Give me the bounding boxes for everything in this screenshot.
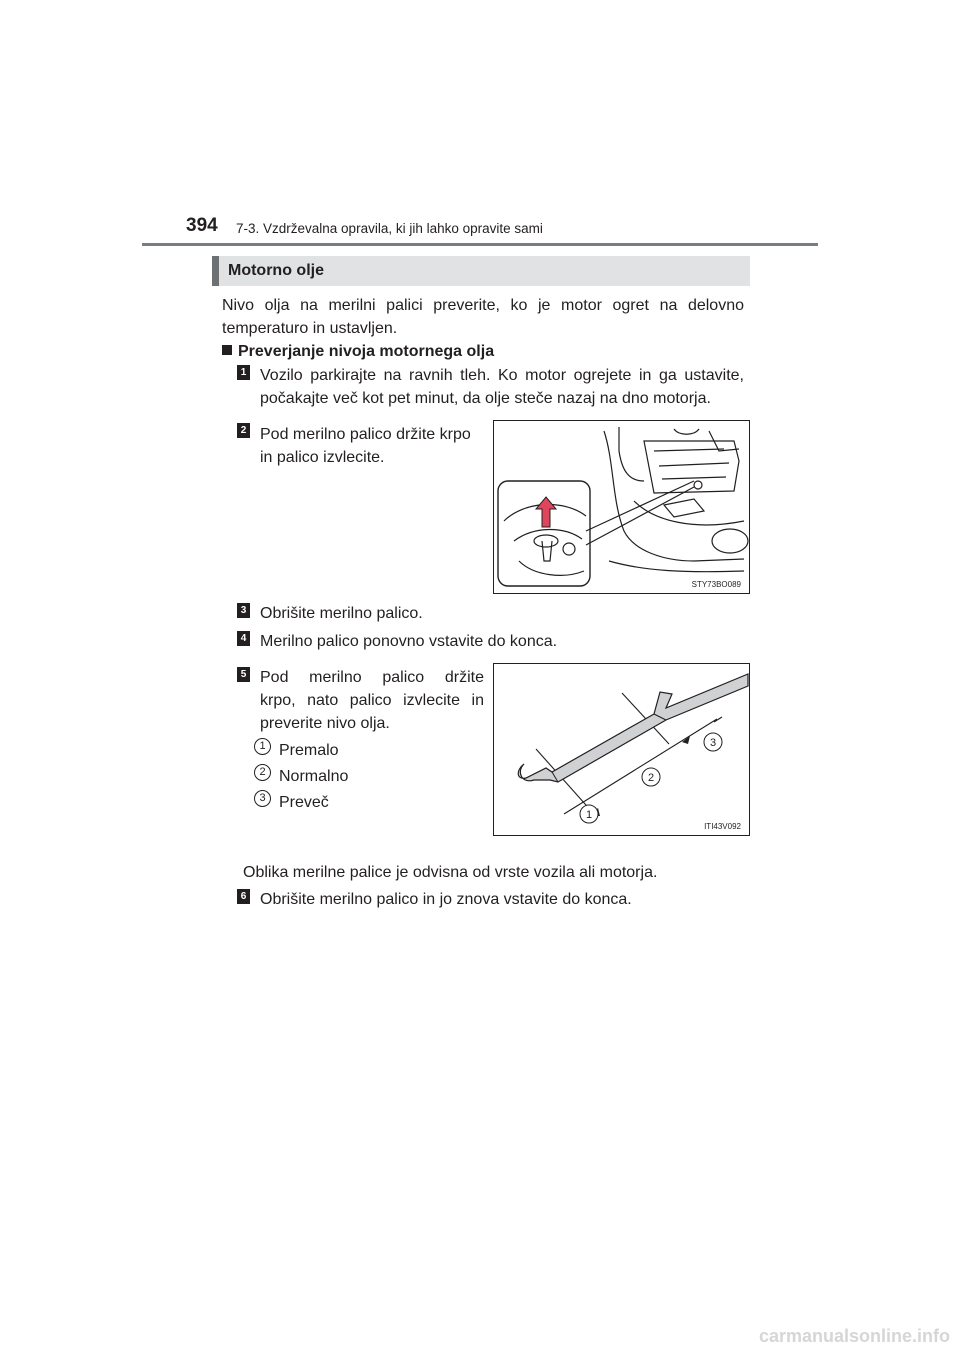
level-number-1: 1 xyxy=(254,738,271,755)
step-number-2: 2 xyxy=(237,423,250,438)
engine-dipstick-figure xyxy=(493,420,750,594)
step-number-5: 5 xyxy=(237,667,250,682)
step-2-line-2: in palico izvlecite. xyxy=(260,449,385,466)
figure-code: STY73BO089 xyxy=(691,580,741,589)
subsection-heading xyxy=(222,340,494,363)
dipstick-illustration xyxy=(494,664,751,837)
step-5-line-2: krpo, nato palico izvlecite in xyxy=(260,692,484,709)
dipstick-figure xyxy=(493,663,750,836)
subsection-title: Preverjanje nivoja motornega olja xyxy=(238,343,495,360)
step-number-1: 1 xyxy=(237,365,250,380)
level-label-2: Normalno xyxy=(279,768,349,785)
note-text: Oblika merilne palice je odvisna od vrste vozila ali motorja. xyxy=(243,864,658,881)
callout-3: 3 xyxy=(709,737,717,749)
page-number: 394 xyxy=(186,215,218,236)
callout-1: 1 xyxy=(585,809,593,821)
figure-code: ITI43V092 xyxy=(704,822,741,831)
step-number-6: 6 xyxy=(237,889,250,904)
step-number-4: 4 xyxy=(237,631,250,646)
level-label-3: Preveč xyxy=(279,794,329,811)
square-bullet-icon xyxy=(222,345,232,355)
section-title: Motorno olje xyxy=(228,262,324,279)
callout-2: 2 xyxy=(647,772,655,784)
level-number-2: 2 xyxy=(254,764,271,781)
watermark: carmanualsonline.info xyxy=(758,1326,950,1346)
step-5-line-1: Pod merilno palico držite xyxy=(260,669,484,686)
step-1-line-2: počakajte več kot pet minut, da olje steče nazaj na dno motorja. xyxy=(260,390,711,407)
section-heading xyxy=(212,256,750,286)
engine-illustration xyxy=(494,421,751,595)
step-6-line-1: Obrišite merilno palico in jo znova vstavite do konca. xyxy=(260,891,632,908)
level-number-3: 3 xyxy=(254,790,271,807)
chapter-title: 7-3. Vzdrževalna opravila, ki jih lahko opravite sami xyxy=(236,221,543,236)
step-5-line-3: preverite nivo olja. xyxy=(260,715,390,732)
section-heading-bar xyxy=(212,256,219,286)
step-2-line-1: Pod merilno palico držite krpo xyxy=(260,426,471,443)
step-4-line-1: Merilno palico ponovno vstavite do konca. xyxy=(260,633,558,650)
intro-line-1: Nivo olja na merilni palici preverite, ko je motor ogret na delovno xyxy=(222,297,744,314)
header-rule xyxy=(142,243,818,246)
intro-line-2: temperaturo in ustavljen. xyxy=(222,320,398,337)
step-number-3: 3 xyxy=(237,603,250,618)
step-1-line-1: Vozilo parkirajte na ravnih tleh. Ko motor ogrejete in ga ustavite, xyxy=(260,367,744,384)
step-3-line-1: Obrišite merilno palico. xyxy=(260,605,423,622)
level-label-1: Premalo xyxy=(279,742,339,759)
